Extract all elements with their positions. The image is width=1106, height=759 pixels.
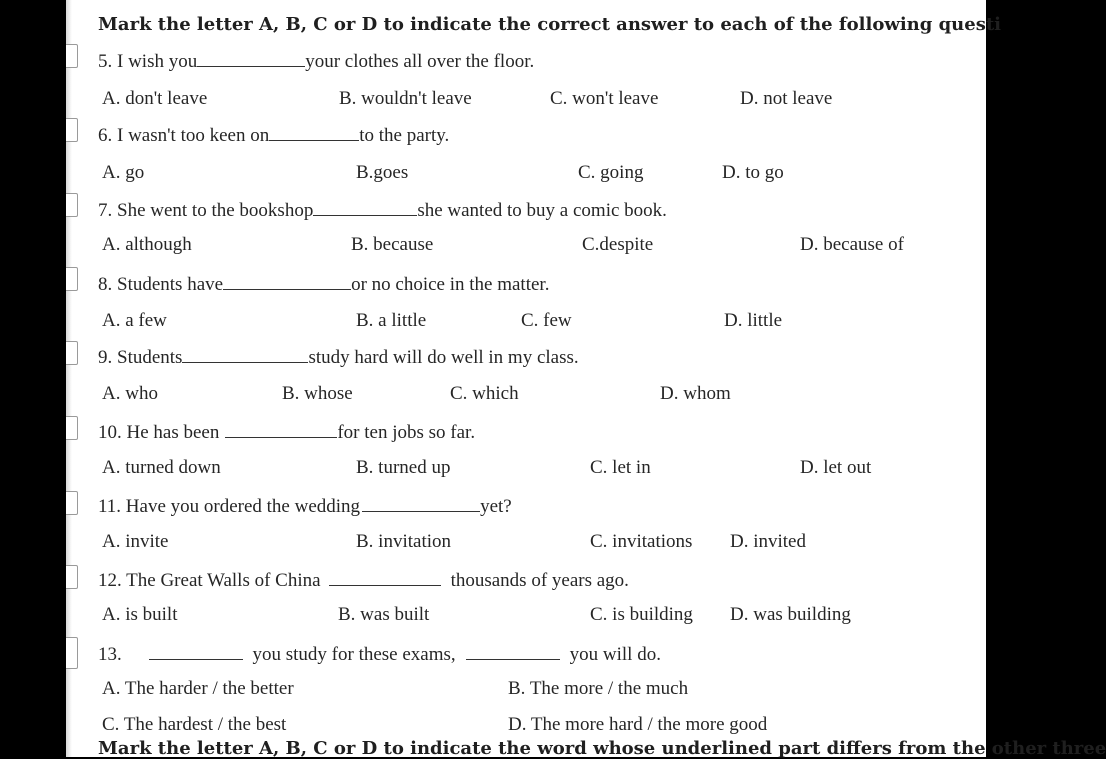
option-a: A. is built [102, 604, 178, 625]
question-number: 8. [98, 274, 113, 295]
option-c: C. going [578, 162, 644, 183]
option-a: A. don't leave [102, 88, 208, 109]
next-heading-cutoff [98, 738, 1106, 759]
option-a: A. turned down [102, 457, 221, 478]
question-6 [98, 124, 449, 147]
question-text-before: She went to the bookshop [117, 200, 314, 221]
option-b: B. a little [356, 310, 427, 331]
question-bracket [66, 416, 78, 440]
question-text-before: Students have [117, 274, 224, 295]
question-number: 11. [98, 496, 122, 517]
option-c: C. let in [590, 457, 651, 478]
question-12 [98, 569, 629, 592]
question-text-after: for ten jobs so far. [337, 422, 476, 443]
option-d: D. was building [730, 604, 851, 625]
answer-blank [223, 273, 351, 290]
option-b: B. invitation [356, 531, 451, 552]
question-number: 7. [98, 200, 113, 221]
option-b: B.goes [356, 162, 409, 183]
question-text-before: I wish you [117, 51, 198, 72]
option-b: B. because [351, 234, 434, 255]
question-text-before: He has been [126, 422, 220, 443]
option-d: D. let out [800, 457, 872, 478]
question-11 [98, 495, 512, 518]
option-b: B. turned up [356, 457, 451, 478]
question-8 [98, 273, 549, 296]
instruction-heading: Mark the letter A, B, C or D to indicate the correct answer to each of the following questi [98, 14, 1002, 35]
question-text-after: she wanted to buy a comic book. [417, 200, 667, 221]
question-bracket [66, 118, 78, 142]
question-text-middle: you study for these exams, [252, 644, 456, 665]
question-text-before: Have you ordered the wedding [125, 496, 361, 517]
option-d: D. because of [800, 234, 904, 255]
answer-blank [182, 346, 308, 363]
option-a: A. invite [102, 531, 169, 552]
question-text-before: Students [117, 347, 183, 368]
option-d: D. little [724, 310, 783, 331]
question-text-after: thousands of years ago. [450, 570, 629, 591]
option-a: A. a few [102, 310, 167, 331]
worksheet-page [66, 0, 1106, 759]
question-text-after: or no choice in the matter. [351, 274, 550, 295]
question-number: 10. [98, 422, 122, 443]
question-number: 12. [98, 570, 122, 591]
answer-blank [466, 643, 560, 660]
option-d: D. to go [722, 162, 784, 183]
question-bracket [66, 193, 78, 217]
question-7 [98, 199, 667, 222]
question-5 [98, 50, 534, 73]
option-a: A. go [102, 162, 145, 183]
option-b: B. The more / the much [508, 678, 689, 699]
question-text-after: study hard will do well in my class. [308, 347, 579, 368]
option-c: C.despite [582, 234, 654, 255]
option-c: C. few [521, 310, 572, 331]
question-bracket [66, 341, 78, 365]
option-a: A. The harder / the better [102, 678, 294, 699]
question-number: 5. [98, 51, 113, 72]
question-text-after: your clothes all over the floor. [305, 51, 535, 72]
option-d: D. whom [660, 383, 731, 404]
question-text-after: you will do. [569, 644, 661, 665]
question-text-after: yet? [480, 496, 512, 517]
question-10 [98, 421, 475, 444]
option-c: C. which [450, 383, 519, 404]
option-a: A. who [102, 383, 158, 404]
option-b: B. wouldn't leave [339, 88, 472, 109]
option-a: A. although [102, 234, 192, 255]
question-number: 9. [98, 347, 113, 368]
option-d: D. invited [730, 531, 806, 552]
question-number: 6. [98, 125, 113, 146]
question-bracket [66, 491, 78, 515]
question-bracket [66, 44, 78, 68]
question-text-before: The Great Walls of China [126, 570, 321, 591]
answer-blank [149, 643, 243, 660]
next-heading-text: Mark the letter A, B, C or D to indicate the word whose underlined part differs from the other three [98, 738, 1106, 759]
question-bracket [66, 637, 78, 669]
option-b: B. whose [282, 383, 353, 404]
option-c: C. is building [590, 604, 693, 625]
question-9 [98, 346, 579, 369]
answer-blank [197, 50, 305, 67]
question-text-before: I wasn't too keen on [117, 125, 270, 146]
answer-blank [329, 569, 441, 586]
answer-blank [225, 421, 337, 438]
option-b: B. was built [338, 604, 430, 625]
option-d: D. not leave [740, 88, 833, 109]
answer-blank [362, 495, 480, 512]
option-c: C. invitations [590, 531, 693, 552]
option-d: D. The more hard / the more good [508, 714, 768, 735]
question-text-after: to the party. [359, 125, 450, 146]
option-c: C. won't leave [550, 88, 659, 109]
question-13 [98, 643, 661, 666]
option-c: C. The hardest / the best [102, 714, 287, 735]
question-bracket [66, 267, 78, 291]
answer-blank [269, 124, 359, 141]
answer-blank [313, 199, 417, 216]
question-number: 13. [98, 644, 122, 665]
question-bracket [66, 565, 78, 589]
